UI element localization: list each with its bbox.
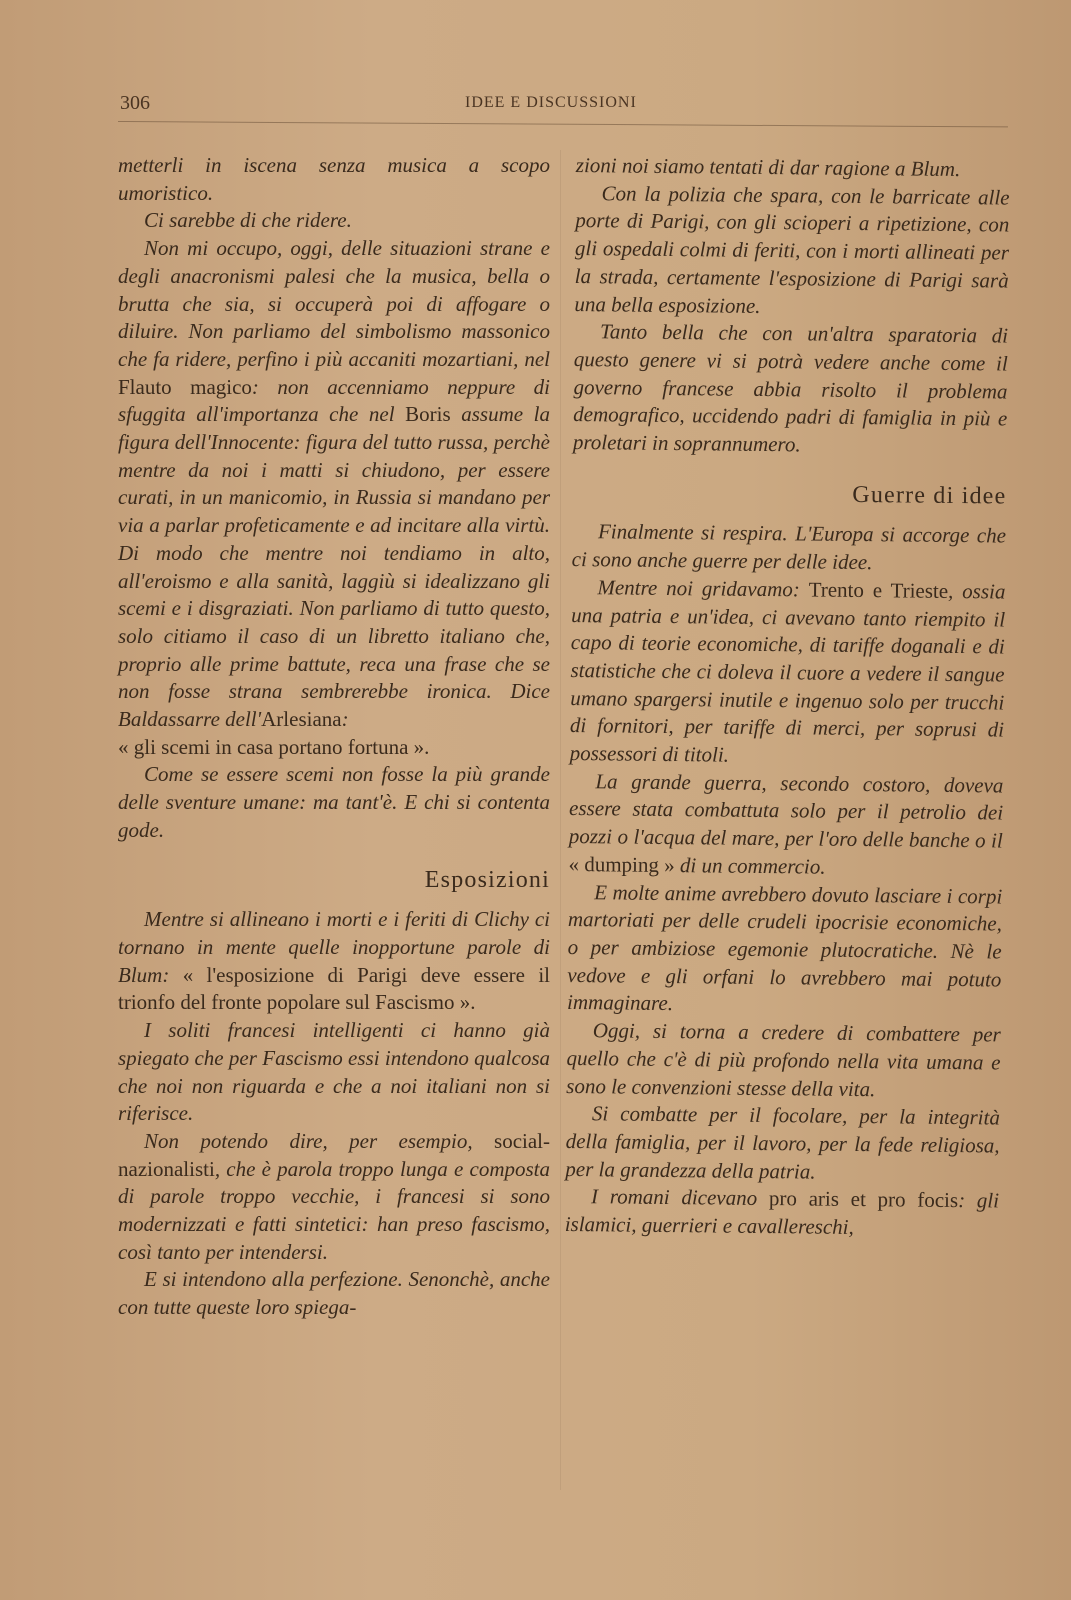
paragraph: Come se essere scemi non fosse la più grande delle sventure umane: ma tant'è. E chi si contenta gode. — [118, 762, 550, 842]
left-column — [118, 152, 550, 1322]
latin-phrase: pro aris et pro focis — [768, 1186, 959, 1213]
paragraph: Ci sarebbe di che ridere. — [144, 208, 352, 233]
page-header — [120, 92, 1010, 122]
paragraph: Finalmente si respira. L'Europa si accorge che ci sono anche guerre per delle idee. — [571, 519, 1007, 575]
title-boris: Boris — [405, 402, 451, 427]
page-number: 306 — [120, 92, 150, 114]
paragraph: Tanto bella che con un'altra sparatoria di questo genere vi si potrà vedere anche come il governo francese abbia risolto il problema demografico, uccidendo padri di famiglia in più e proletari in soprannumero. — [572, 319, 1009, 457]
section-title-esposizioni: Esposizioni — [424, 866, 550, 893]
text-run: , che è parola troppo lunga e composta di parole troppo vecchie, i francesi si sono modernizzati e fatti sintetici: han preso fascismo, così tanto per intendersi. — [118, 1156, 550, 1264]
paragraph: E si intendono alla perfezione. Senonchè, anche con tutte queste loro spiega- — [118, 1267, 550, 1320]
paragraph: Con la polizia che spara, con le barricate alle porte di Parigi, con gli scioperi a ripetizione, con gli ospedali colmi di feriti, con i morti allineati per la strada, certamente l'esposizione di Parigi sarà una bella esposizione. — [574, 180, 1010, 318]
term: social-nazionalisti — [118, 1128, 550, 1181]
paragraph — [565, 1183, 1000, 1243]
title-arlesiana: Arlesiana — [261, 707, 342, 732]
paragraph: I soliti francesi intelligenti ci hanno già spiegato che per Fascismo essi intendono qualcosa che noi non riguarda e che a noi italiani non si riferisce. — [118, 1018, 550, 1126]
text-run: : gli islamici, guerrieri e cavallereschi, — [564, 1188, 1000, 1239]
paragraph: Si combatte per il focolare, per la integrità della famiglia, per il lavoro, per la fede religiosa, per la grandezza della patria. — [565, 1101, 1001, 1184]
quotation: « gli scemi in casa portano fortuna ». — [118, 734, 430, 759]
text-run: di un commercio. — [674, 852, 826, 879]
column-divider — [560, 150, 561, 1490]
paragraph: E molte anime avrebbero dovuto lasciare i corpi martoriati per delle crudeli ipocrisie economiche, o per ambiziose egemonie plutocratiche. Nè le vedove e gli orfani lo avrebbero mai potuto immaginare. — [566, 879, 1003, 1016]
paragraph — [570, 574, 1006, 772]
paragraph — [118, 906, 550, 1017]
running-head: IDEE E DISCUSSIONI — [465, 94, 637, 111]
paragraph — [568, 768, 1003, 883]
text-run: : non accenniamo neppure di sfuggita all'importanza che nel — [118, 374, 550, 427]
paragraph: zioni noi siamo tentati di dar ragione a Blum. — [575, 152, 961, 182]
paragraph — [118, 1128, 550, 1267]
text-run: : — [341, 707, 349, 732]
text-run: , ossia una patria e un'idea, ci avevano tanto riempito il capo di teorie economiche, di tariffe doganali e di statistiche che ci doleva il cuore a vedere il sangue umano spargersi inutile e ingenuo solo per trucchi di fornitori, per tariffe di merci, per soprusi di possessori di titoli. — [569, 578, 1006, 767]
right-column — [565, 152, 1010, 1243]
text-run: Mentre noi gridavamo: — [597, 575, 809, 602]
text-run: assume la figura dell'Innocente: figura del tutto russa, perchè mentre da noi i matti si chiudono, per essere curati, in un manicomio, in Russia si mandano per via a parlar profeticamente e ad incitare alla virtù. Di modo che mentre noi tendiamo in alto, all'eroismo e alla sanità, laggiù si idealizzano gli scemi e i disgraziati. Non parliamo di tutto questo, solo citiamo il caso di un libretto italiano che, proprio alle prime battute, reca una frase che se non fosse strana sembrerebbe ironica. Dice Baldassarre dell' — [118, 402, 551, 732]
paragraph: metterli in iscena senza musica a scopo umoristico. — [118, 153, 550, 205]
text-run: I romani dicevano — [590, 1184, 770, 1211]
text-run: La grande guerra, secondo costoro, doveva essere stata combattuta solo per il petrolio dei pozzi o l'acqua del mare, per l'oro delle banche o il — [568, 769, 1004, 853]
paragraph: Oggi, si torna a credere di combattere per quello che c'è di più profondo nella vita umana e sono le convenzioni stesse della vita. — [566, 1018, 1001, 1101]
section-title-guerre-di-idee: Guerre di idee — [852, 481, 1007, 510]
term: Trento e Trieste — [808, 577, 949, 603]
paragraph — [118, 235, 550, 761]
term: « dumping » — [568, 851, 675, 877]
text-run: Mentre si allineano i morti e i feriti di Clichy ci tornano in mente quelle inopportune parole di Blum: — [118, 907, 550, 987]
text-run: Non potendo dire, per esempio, — [144, 1128, 495, 1153]
quotation: « l'esposizione di Parigi deve essere il trionfo del fronte popolare sul Fascismo ». — [118, 962, 551, 1015]
title-flauto-magico: Flauto magico — [118, 374, 252, 399]
text-run: Non mi occupo, oggi, delle situazioni strane e degli anacronismi palesi che la musica, bella o brutta che sia, si occuperà poi di affogare o diluire. Non parliamo del simbolismo massonico che fa ridere, perfino i più accaniti mozartiani, nel — [118, 236, 550, 371]
